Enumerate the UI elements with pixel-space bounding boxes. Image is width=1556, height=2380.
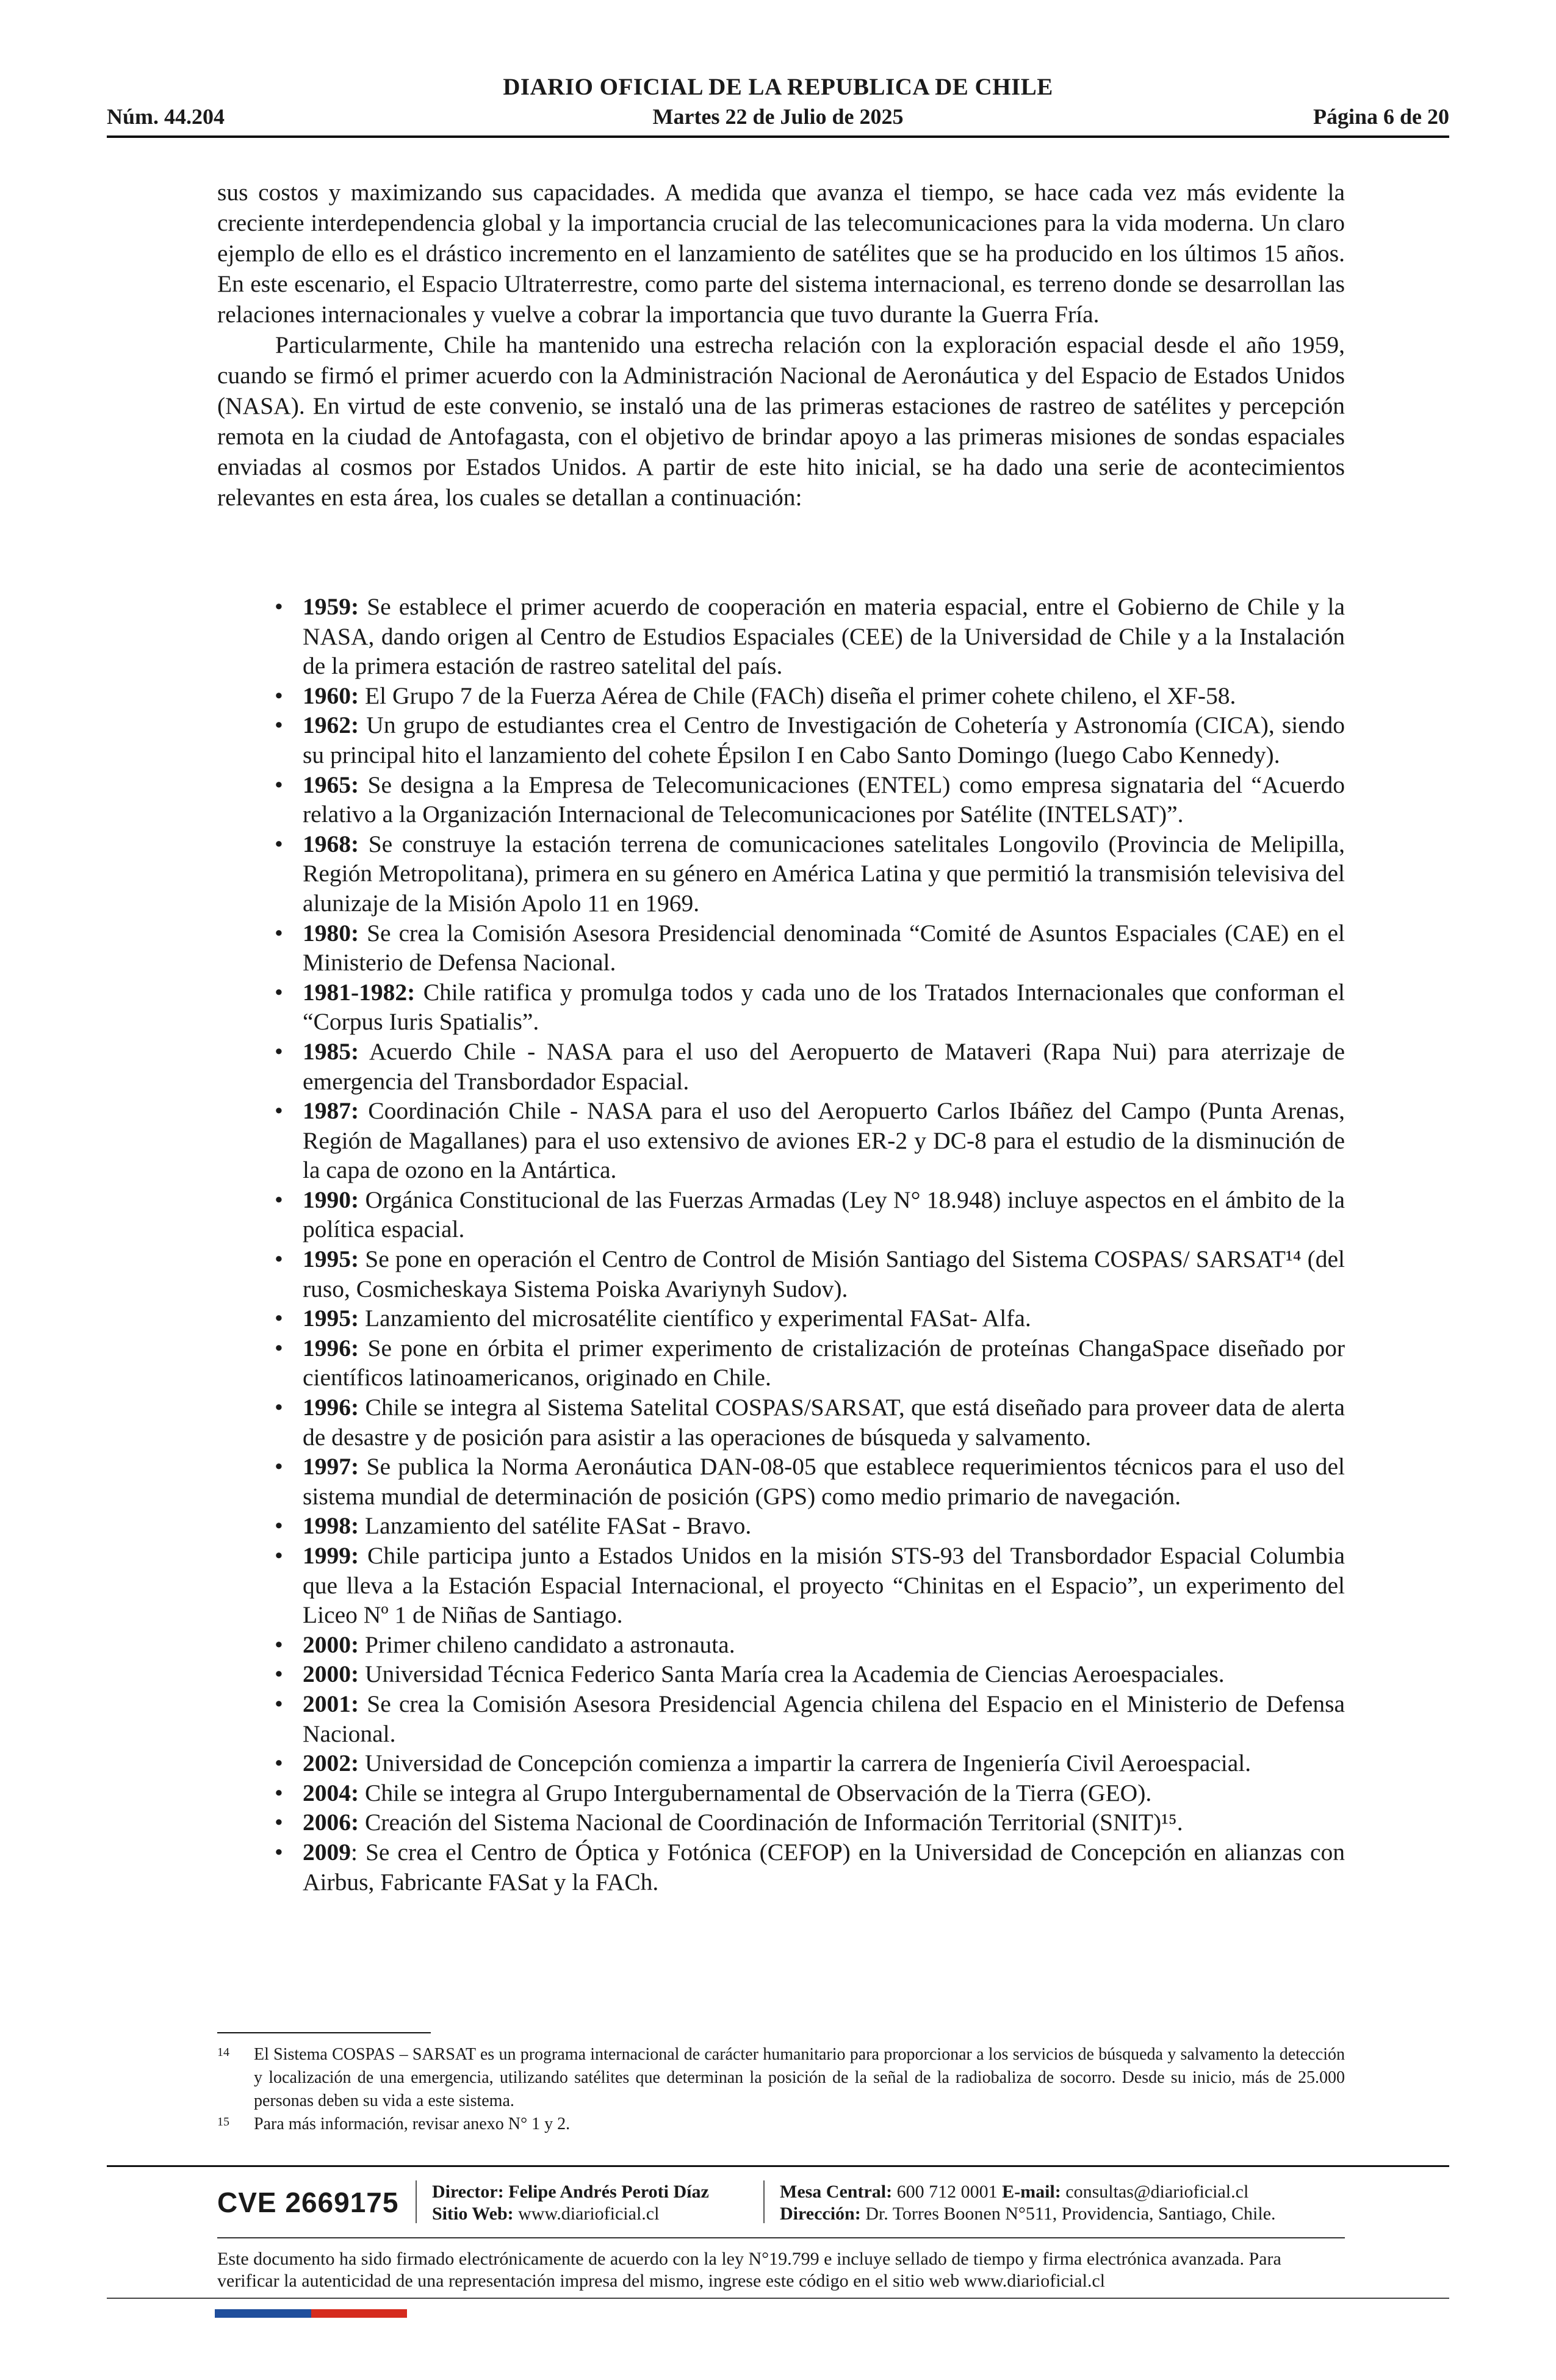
bullet-icon: • <box>275 1779 283 1806</box>
timeline-text: Se pone en órbita el primer experimento de cristalización de proteínas ChangaSpace diseñado por científicos latinoamericanos, originado en Chile. <box>303 1334 1345 1391</box>
timeline-text: Se crea la Comisión Asesora Presidencial Agencia chilena del Espacio en el Ministerio de Defensa Nacional. <box>303 1690 1345 1747</box>
bullet-icon: • <box>275 593 283 620</box>
timeline-text: Lanzamiento del satélite FASat - Bravo. <box>359 1512 752 1540</box>
footnotes <box>217 2043 1345 2136</box>
timeline-year: 1999: <box>303 1542 359 1569</box>
footer-contact-left <box>432 2181 709 2225</box>
timeline-item <box>217 1837 1345 1897</box>
timeline-year: 1990: <box>303 1186 359 1213</box>
timeline-item <box>217 1659 1345 1689</box>
signature-note: Este documento ha sido firmado electrónicamente de acuerdo con la ley N°19.799 e incluye sellado de tiempo y firma electrónica avanzada. Para verificar la autenticidad de una representación impresa del mismo, ingrese este código en el sitio web www.diarioficial.cl <box>217 2249 1281 2291</box>
bullet-icon: • <box>275 712 283 739</box>
timeline-item <box>217 1541 1345 1630</box>
timeline-item <box>217 918 1345 978</box>
page-number: Página 6 de 20 <box>1313 104 1449 129</box>
bullet-icon: • <box>275 1037 283 1065</box>
bullet-icon: • <box>275 771 283 798</box>
timeline-item <box>217 1452 1345 1511</box>
timeline-year: 1985: <box>303 1037 359 1065</box>
timeline-year: 1996: <box>303 1394 359 1421</box>
timeline-text: : Se crea el Centro de Óptica y Fotónica (CEFOP) en la Universidad de Concepción en alianzas con Airbus, Fabricante FASat y la FACh. <box>303 1838 1345 1895</box>
timeline-item <box>217 1748 1345 1778</box>
footer-divider <box>107 2165 1449 2167</box>
timeline-text: Chile participa junto a Estados Unidos en la misión STS-93 del Transbordador Espacial Columbia que lleva a la Estación Espacial Internacional, el proyecto “Chinitas en el Espacio”, un experimento del Liceo Nº 1 de Niñas de Santiago. <box>303 1542 1345 1629</box>
director-label: Director: <box>432 2182 504 2202</box>
timeline-item <box>217 1689 1345 1748</box>
bullet-icon: • <box>275 1838 283 1866</box>
timeline-item <box>217 1096 1345 1185</box>
footer-contact-right <box>780 2181 1276 2225</box>
footnote-text: Para más información, revisar anexo N° 1 y 2. <box>254 2115 571 2133</box>
bullet-icon: • <box>275 830 283 857</box>
bullet-icon: • <box>275 919 283 947</box>
bullet-icon: • <box>275 1453 283 1480</box>
timeline-list <box>217 592 1345 1897</box>
timeline-text: Creación del Sistema Nacional de Coordinación de Información Territorial (SNIT)¹⁵. <box>359 1809 1183 1836</box>
bottom-divider <box>107 2298 1449 2299</box>
bullet-icon: • <box>275 1305 283 1332</box>
timeline-item <box>217 1630 1345 1660</box>
timeline-text: Se construye la estación terrena de comunicaciones satelitales Longovilo (Provincia de Melipilla, Región Metropolitana), primera en su género en América Latina y que permitió la transmisión televisiva del alunizaje de la Misión Apolo 11 en 1969. <box>303 830 1345 917</box>
email-link[interactable]: consultas@diarioficial.cl <box>1065 2182 1249 2202</box>
flag-stripe <box>215 2309 407 2318</box>
timeline-year: 2006: <box>303 1809 359 1836</box>
bullet-icon: • <box>275 1809 283 1836</box>
timeline-year: 1995: <box>303 1246 359 1273</box>
timeline-item <box>217 1808 1345 1837</box>
cve-code: CVE 2669175 <box>217 2187 399 2218</box>
flag-blue-segment <box>215 2309 311 2318</box>
bullet-icon: • <box>275 1186 283 1213</box>
footnote-number: 14 <box>217 2046 229 2059</box>
paragraph: Particularmente, Chile ha mantenido una estrecha relación con la exploración espacial desde el año 1959, cuando se firmó el primer acuerdo con la Administración Nacional de Aeronáutica y del Espacio de Estados Unidos (NASA). En virtud de este convenio, se instaló una de las primeras estaciones de rastreo de satélites y percepción remota en la ciudad de Antofagasta, con el objetivo de brindar apoyo a las primeras misiones de sondas espaciales enviadas al cosmos por Estados Unidos. A partir de este hito inicial, se ha dado una serie de acontecimientos relevantes en esta área, los cuales se detallan a continuación: <box>217 331 1345 511</box>
timeline-text: Universidad Técnica Federico Santa María crea la Academia de Ciencias Aeroespaciales. <box>359 1661 1225 1688</box>
body-text <box>217 177 1345 513</box>
timeline-item <box>217 1778 1345 1808</box>
timeline-text: Se establece el primer acuerdo de cooperación en materia espacial, entre el Gobierno de Chile y la NASA, dando origen al Centro de Estudios Espaciales (CEE) de la Universidad de Chile y a la Instalación de la primera estación de rastreo satelital del país. <box>303 593 1345 680</box>
timeline-year: 1997: <box>303 1453 359 1480</box>
bullet-icon: • <box>275 1750 283 1777</box>
website-link[interactable]: www.diarioficial.cl <box>518 2204 660 2224</box>
timeline-item <box>217 829 1345 918</box>
issue-number: Núm. 44.204 <box>107 104 225 129</box>
timeline-text: Se pone en operación el Centro de Control de Misión Santiago del Sistema COSPAS/ SARSAT¹⁴ (del ruso, Cosmicheskaya Sistema Poiska Avariynyh Sudov). <box>303 1246 1345 1302</box>
header-divider <box>107 135 1449 138</box>
bullet-icon: • <box>275 1661 283 1688</box>
timeline-item <box>217 681 1345 711</box>
timeline-year: 2009 <box>303 1838 351 1866</box>
timeline-text: Acuerdo Chile - NASA para el uso del Aeropuerto de Mataveri (Rapa Nui) para aterrizaje de emergencia del Transbordador Espacial. <box>303 1037 1345 1095</box>
mesa-phone: 600 712 0001 <box>896 2182 998 2202</box>
timeline-text: Chile se integra al Sistema Satelital COSPAS/SARSAT, que está diseñado para proveer data de alerta de desastre y de posición para asistir a las operaciones de búsqueda y salvamento. <box>303 1394 1345 1451</box>
footnote-number: 15 <box>217 2115 229 2129</box>
timeline-text: Se publica la Norma Aeronáutica DAN-08-05 que establece requerimientos técnicos para el uso del sistema mundial de determinación de posición (GPS) como medio primario de navegación. <box>303 1453 1345 1510</box>
bullet-icon: • <box>275 682 283 709</box>
bullet-icon: • <box>275 1512 283 1540</box>
timeline-text: Orgánica Constitucional de las Fuerzas Armadas (Ley N° 18.948) incluye aspectos en el ámbito de la política espacial. <box>303 1186 1345 1243</box>
timeline-text: Coordinación Chile - NASA para el uso del Aeropuerto Carlos Ibáñez del Campo (Punta Arenas, Región de Magallanes) para el uso extensivo de aviones ER-2 y DC-8 para el estudio de la disminución de la capa de ozono en la Antártica. <box>303 1097 1345 1184</box>
timeline-year: 2000: <box>303 1661 359 1688</box>
timeline-year: 1995: <box>303 1305 359 1332</box>
timeline-item <box>217 1185 1345 1244</box>
timeline-text: Lanzamiento del microsatélite científico y experimental FASat- Alfa. <box>359 1305 1031 1332</box>
paragraph: sus costos y maximizando sus capacidades. A medida que avanza el tiempo, se hace cada vez más evidente la creciente interdependencia global y la importancia crucial de las telecomunicaciones para la vida moderna. Un claro ejemplo de ello es el drástico incremento en el lanzamiento de satélites que se ha producido en los últimos 15 años. En este escenario, el Espacio Ultraterrestre, como parte del sistema internacional, es terreno donde se desarrollan las relaciones internacionales y vuelve a cobrar la importancia que tuvo durante la Guerra Fría. <box>217 179 1345 328</box>
bullet-icon: • <box>275 1690 283 1717</box>
footer-separator <box>416 2180 417 2223</box>
timeline-item <box>217 1393 1345 1452</box>
footer-separator <box>763 2180 765 2223</box>
timeline-item <box>217 592 1345 681</box>
timeline-year: 1959: <box>303 593 359 620</box>
website-label: Sitio Web: <box>432 2204 514 2224</box>
timeline-text: El Grupo 7 de la Fuerza Aérea de Chile (FACh) diseña el primer cohete chileno, el XF-58. <box>359 682 1236 709</box>
timeline-text: Primer chileno candidato a astronauta. <box>359 1631 735 1658</box>
timeline-item <box>217 710 1345 770</box>
footnote-text: El Sistema COSPAS – SARSAT es un programa internacional de carácter humanitario para proporcionar a los servicios de búsqueda y salvamento la detección y localización de una emergencia, utilizando satélites que determinan la posición de la señal de la radiobaliza de socorro. Desde su inicio, más de 25.000 personas deben su vida a este sistema. <box>254 2045 1345 2110</box>
mesa-label: Mesa Central: <box>780 2182 893 2202</box>
timeline-item <box>217 770 1345 829</box>
footnote-divider <box>217 2032 431 2033</box>
timeline-text: Un grupo de estudiantes crea el Centro de Investigación de Cohetería y Astronomía (CICA), siendo su principal hito el lanzamiento del cohete Épsilon I en Cabo Santo Domingo (luego Cabo Kennedy). <box>303 712 1345 768</box>
footnote <box>217 2113 1345 2136</box>
timeline-item <box>217 978 1345 1037</box>
timeline-text: Se designa a la Empresa de Telecomunicaciones (ENTEL) como empresa signataria del “Acuerdo relativo a la Organización Internacional de Telecomunicaciones por Satélite (INTELSAT)”. <box>303 771 1345 828</box>
timeline-text: Universidad de Concepción comienza a impartir la carrera de Ingeniería Civil Aeroespacial. <box>359 1750 1252 1777</box>
timeline-year: 1987: <box>303 1097 359 1125</box>
timeline-item <box>217 1304 1345 1333</box>
email-label: E-mail: <box>1002 2182 1061 2202</box>
bullet-icon: • <box>275 1334 283 1361</box>
timeline-year: 1968: <box>303 830 359 857</box>
timeline-text: Se crea la Comisión Asesora Presidencial denominada “Comité de Asuntos Espaciales (CAE) en el Ministerio de Defensa Nacional. <box>303 919 1345 976</box>
issue-date: Martes 22 de Julio de 2025 <box>652 104 904 129</box>
bullet-icon: • <box>275 1631 283 1658</box>
timeline-year: 1981-1982: <box>303 978 416 1006</box>
footer-divider <box>217 2237 1345 2238</box>
page-footer <box>217 2177 1345 2226</box>
timeline-year: 1980: <box>303 919 359 947</box>
address-text: Dr. Torres Boonen N°511, Providencia, Santiago, Chile. <box>865 2204 1276 2224</box>
timeline-item <box>217 1511 1345 1541</box>
bullet-icon: • <box>275 1394 283 1421</box>
timeline-year: 1960: <box>303 682 359 709</box>
page-header <box>107 73 1449 131</box>
timeline-year: 1996: <box>303 1334 359 1361</box>
timeline-text: Chile se integra al Grupo Intergubernamental de Observación de la Tierra (GEO). <box>359 1779 1152 1806</box>
timeline-year: 2002: <box>303 1750 359 1777</box>
timeline-item <box>217 1333 1345 1393</box>
director-name: Felipe Andrés Peroti Díaz <box>508 2182 709 2202</box>
flag-red-segment <box>311 2309 408 2318</box>
timeline-year: 1962: <box>303 712 359 739</box>
timeline-year: 2001: <box>303 1690 359 1717</box>
timeline-text: Chile ratifica y promulga todos y cada uno de los Tratados Internacionales que conforman el “Corpus Iuris Spatialis”. <box>303 978 1345 1036</box>
publication-title: DIARIO OFICIAL DE LA REPUBLICA DE CHILE <box>503 74 1053 100</box>
timeline-year: 2004: <box>303 1779 359 1806</box>
timeline-year: 1965: <box>303 771 359 798</box>
bullet-icon: • <box>275 1542 283 1569</box>
timeline-item <box>217 1037 1345 1096</box>
footnote <box>217 2043 1345 2113</box>
address-label: Dirección: <box>780 2204 861 2224</box>
bullet-icon: • <box>275 1246 283 1273</box>
timeline-year: 2000: <box>303 1631 359 1658</box>
timeline-year: 1998: <box>303 1512 359 1540</box>
bullet-icon: • <box>275 978 283 1006</box>
timeline-item <box>217 1244 1345 1304</box>
bullet-icon: • <box>275 1097 283 1125</box>
